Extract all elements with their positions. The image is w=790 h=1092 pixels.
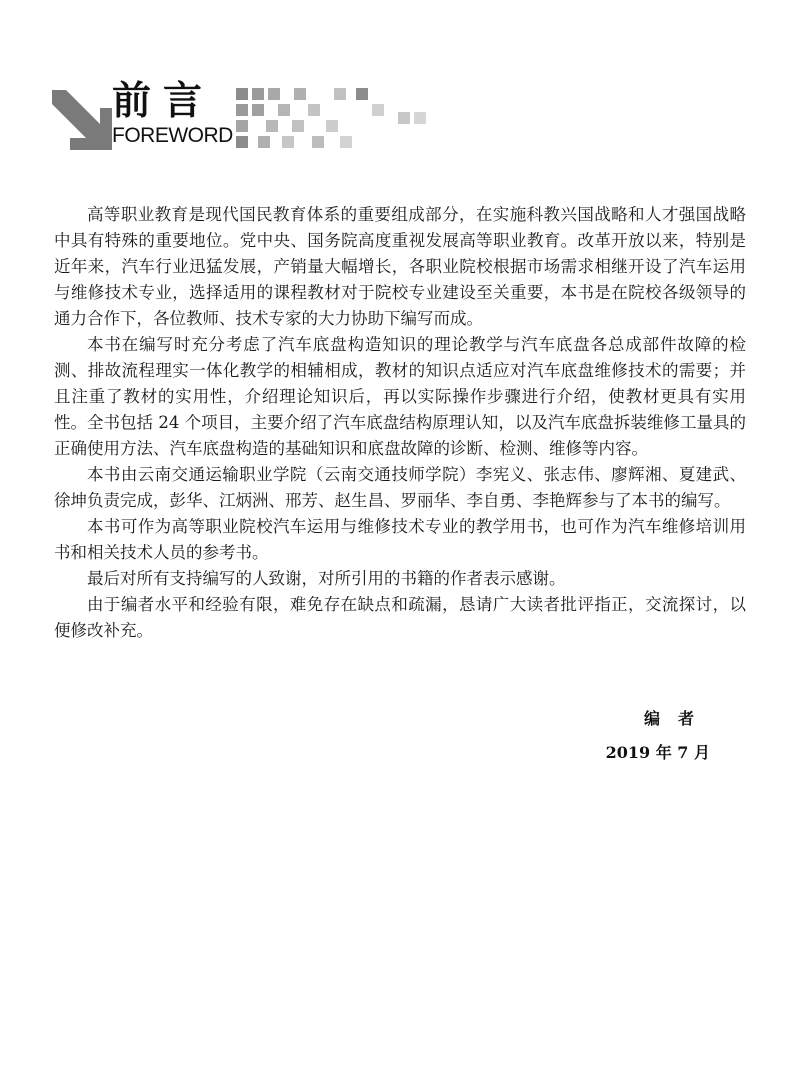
paragraph: 高等职业教育是现代国民教育体系的重要组成部分，在实施科教兴国战略和人才强国战略中具有特殊的重要地位。党中央、国务院高度重视发展高等职业教育。改革开放以来，特别是近年来，汽车行业迅猛发展，产销量大幅增长，各职业院校根据市场需求相继开设了汽车运用与维修技术专业，选择适用的课程教材对于院校专业建设至关重要，本书是在院校各级领导的通力合作下，各位教师、技术专家的大力协助下编写而成。 [54, 205, 746, 328]
signature-date: 2019 年 7 月 [605, 743, 710, 762]
foreword-header [50, 80, 450, 150]
page-title: 前言 [112, 79, 215, 124]
down-right-arrow-icon [50, 88, 112, 150]
signature-block [606, 702, 710, 770]
decorative-pixel-blocks [236, 86, 476, 150]
paragraph: 最后对所有支持编写的人致谢，对所引用的书籍的作者表示感谢。 [87, 569, 566, 588]
paragraph: 本书由云南交通运输职业学院（云南交通技师学院）李宪义、张志伟、廖辉湘、夏建武、徐坤负责完成，彭华、江炳洲、邢芳、赵生昌、罗丽华、李自勇、李艳辉参与了本书的编写。 [54, 465, 746, 510]
foreword-body [54, 202, 746, 644]
signature-author: 编者 [643, 709, 712, 728]
page-subtitle: FOREWORD [112, 124, 233, 147]
paragraph: 本书可作为高等职业院校汽车运用与维修技术专业的教学用书，也可作为汽车维修培训用书和相关技术人员的参考书。 [54, 517, 746, 562]
paragraph: 由于编者水平和经验有限，难免存在缺点和疏漏，恳请广大读者批评指正，交流探讨，以便修改补充。 [54, 595, 746, 640]
paragraph: 本书在编写时充分考虑了汽车底盘构造知识的理论教学与汽车底盘各总成部件故障的检测、排故流程理实一体化教学的相辅相成，教材的知识点适应对汽车底盘维修技术的需要；并且注重了教材的实用性，介绍理论知识后，再以实际操作步骤进行介绍，使教材更具有实用性。全书包括 24 个项目，主要介绍了汽车底盘结构原理认知，以及汽车底盘拆装维修工量具的正确使用方法、汽车底盘构造的基础知识和底盘故障的诊断、检测、维修等内容。 [54, 335, 746, 458]
